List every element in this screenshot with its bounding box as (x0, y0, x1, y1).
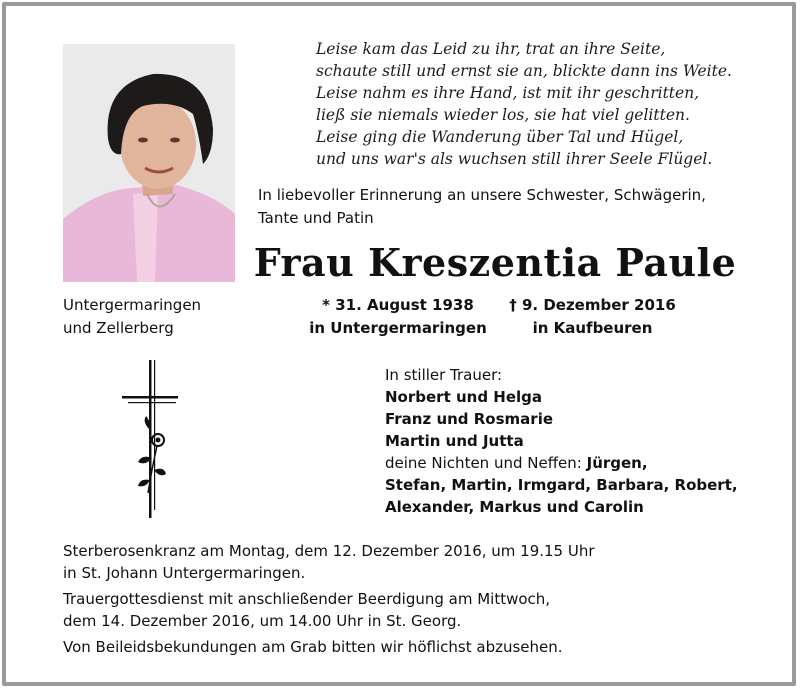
death-place: in Kaufbeuren (532, 319, 653, 337)
funeral-line: dem 14. Dezember 2016, um 14.00 Uhr in St. Georg. (63, 612, 462, 630)
death-date: † 9. Dezember 2016 (509, 296, 676, 314)
cross-with-rose-icon (120, 358, 182, 520)
poem-line: Leise kam das Leid zu ihr, trat an ihre Seite, (316, 40, 666, 58)
intro-line: In liebevoller Erinnerung an unsere Schwester, Schwägerin, (258, 186, 706, 204)
mourner-name: Franz und Rosmarie (385, 410, 554, 428)
funeral-line: Trauergottesdienst mit anschließender Beerdigung am Mittwoch, (63, 590, 551, 608)
residence (63, 294, 273, 340)
portrait-photo (63, 44, 235, 282)
nieces-names: Alexander, Markus und Carolin (385, 498, 644, 516)
poem-line: und uns war's als wuchsen still ihrer Seele Flügel. (316, 150, 713, 168)
condolence-note: Von Beileidsbekundungen am Grab bitten wir höflichst abzusehen. (63, 638, 563, 656)
funeral-info (63, 588, 773, 632)
birth-place: in Untergermaringen (309, 319, 487, 337)
nieces-names: Jürgen, (586, 454, 648, 472)
intro-text (258, 184, 758, 230)
rosary-info (63, 540, 773, 584)
intro-line: Tante und Patin (258, 209, 374, 227)
mourner-name: Martin und Jutta (385, 432, 524, 450)
service-info (63, 540, 773, 662)
death-info (500, 294, 685, 340)
poem-line: schaute still und ernst sie an, blickte dann ins Weite. (316, 62, 732, 80)
rosary-line: in St. Johann Untergermaringen. (63, 564, 306, 582)
poem-line: Leise ging die Wanderung über Tal und Hügel, (316, 128, 684, 146)
nieces-names: Stefan, Martin, Irmgard, Barbara, Robert, (385, 476, 738, 494)
mourner-name: Norbert und Helga (385, 388, 543, 406)
deceased-name: Frau Kreszentia Paule (253, 240, 737, 285)
poem-line: ließ sie niemals wieder los, sie hat viel gelitten. (316, 106, 690, 124)
poem-line: Leise nahm es ihre Hand, ist mit ihr geschritten, (316, 84, 700, 102)
nieces-line (385, 452, 785, 474)
mourners-heading: In stiller Trauer: (385, 366, 503, 384)
residence-line: Untergermaringen (63, 296, 202, 314)
birth-info (298, 294, 498, 340)
nieces-intro: deine Nichten und Neffen: (385, 454, 582, 472)
birth-date: * 31. August 1938 (322, 296, 474, 314)
residence-line: und Zellerberg (63, 319, 174, 337)
rosary-line: Sterberosenkranz am Montag, dem 12. Dezember 2016, um 19.15 Uhr (63, 542, 595, 560)
poem (316, 38, 776, 170)
mourners-list (385, 364, 785, 518)
